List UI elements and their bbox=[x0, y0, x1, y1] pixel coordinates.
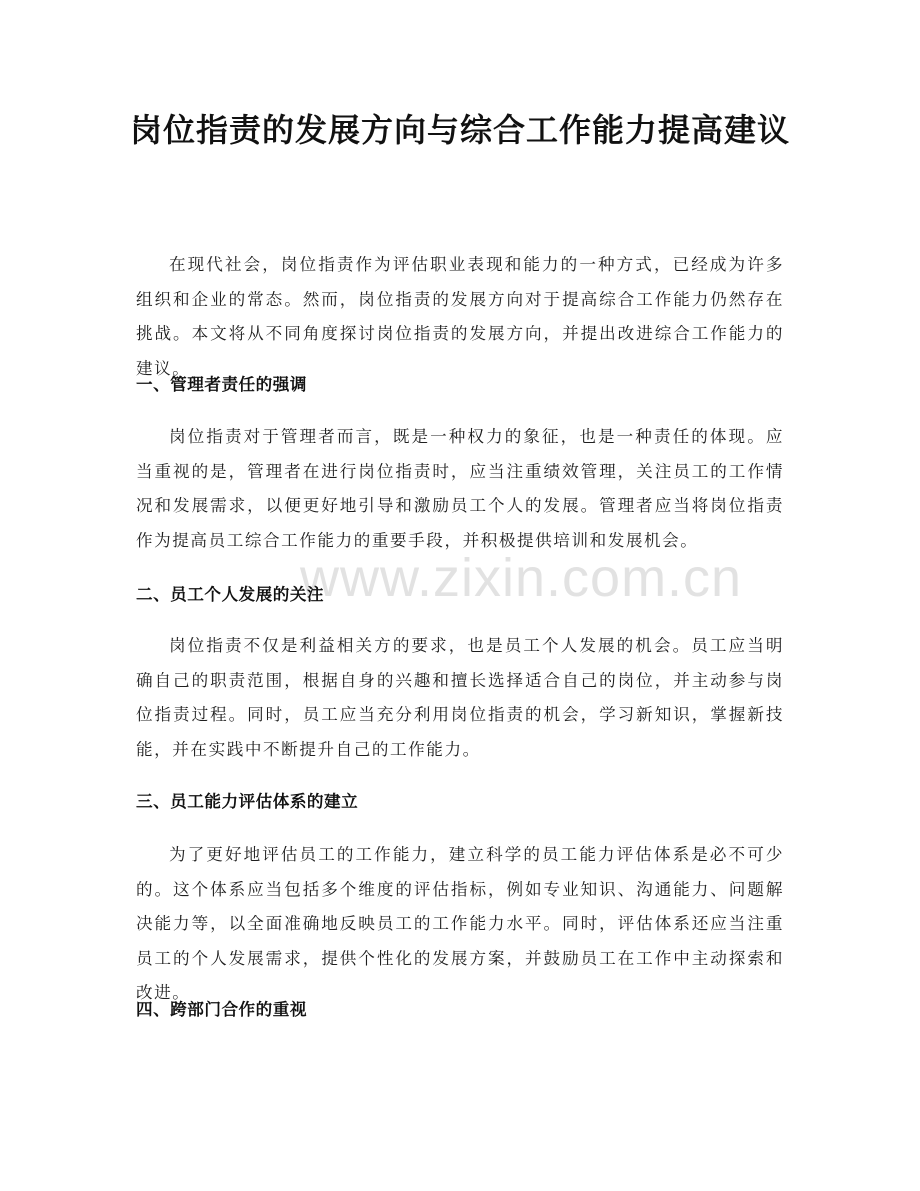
section-heading-2: 二、员工个人发展的关注 bbox=[136, 585, 325, 604]
section-body-3: 为了更好地评估员工的工作能力，建立科学的员工能力评估体系是必不可少的。这个体系应当包括多个维度的评估指标，例如专业知识、沟通能力、问题解决能力等，以全面准确地反映员工的工作能力水平。同时，评估体系还应当注重员工的个人发展需求，提供个性化的发展方案，并鼓励员工在工作中主动探索和改进。 bbox=[136, 845, 784, 1002]
section-body-1: 岗位指责对于管理者而言，既是一种权力的象征，也是一种责任的体现。应当重视的是，管理者在进行岗位指责时，应当注重绩效管理，关注员工的工作情况和发展需求，以便更好地引导和激励员工个人的发展。管理者应当将岗位指责作为提高员工综合工作能力的重要手段，并积极提供培训和发展机会。 bbox=[136, 427, 784, 550]
intro-paragraph: 在现代社会，岗位指责作为评估职业表现和能力的一种方式，已经成为许多组织和企业的常态。然而，岗位指责的发展方向对于提高综合工作能力仍然存在挑战。本文将从不同角度探讨岗位指责的发展方向，并提出改进综合工作能力的建议。 bbox=[136, 255, 784, 378]
document-title: 岗位指责的发展方向与综合工作能力提高建议 bbox=[130, 111, 791, 149]
section-body-2: 岗位指责不仅是利益相关方的要求，也是员工个人发展的机会。员工应当明确自己的职责范围，根据自身的兴趣和擅长选择适合自己的岗位，并主动参与岗位指责过程。同时，员工应当充分利用岗位指责的机会，学习新知识，掌握新技能，并在实践中不断提升自己的工作能力。 bbox=[136, 636, 784, 759]
section-heading-3: 三、员工能力评估体系的建立 bbox=[136, 792, 359, 811]
section-heading-1: 一、管理者责任的强调 bbox=[136, 375, 307, 394]
section-heading-4: 四、跨部门合作的重视 bbox=[136, 1000, 307, 1019]
watermark: www.zixin.com.cn bbox=[300, 548, 743, 608]
